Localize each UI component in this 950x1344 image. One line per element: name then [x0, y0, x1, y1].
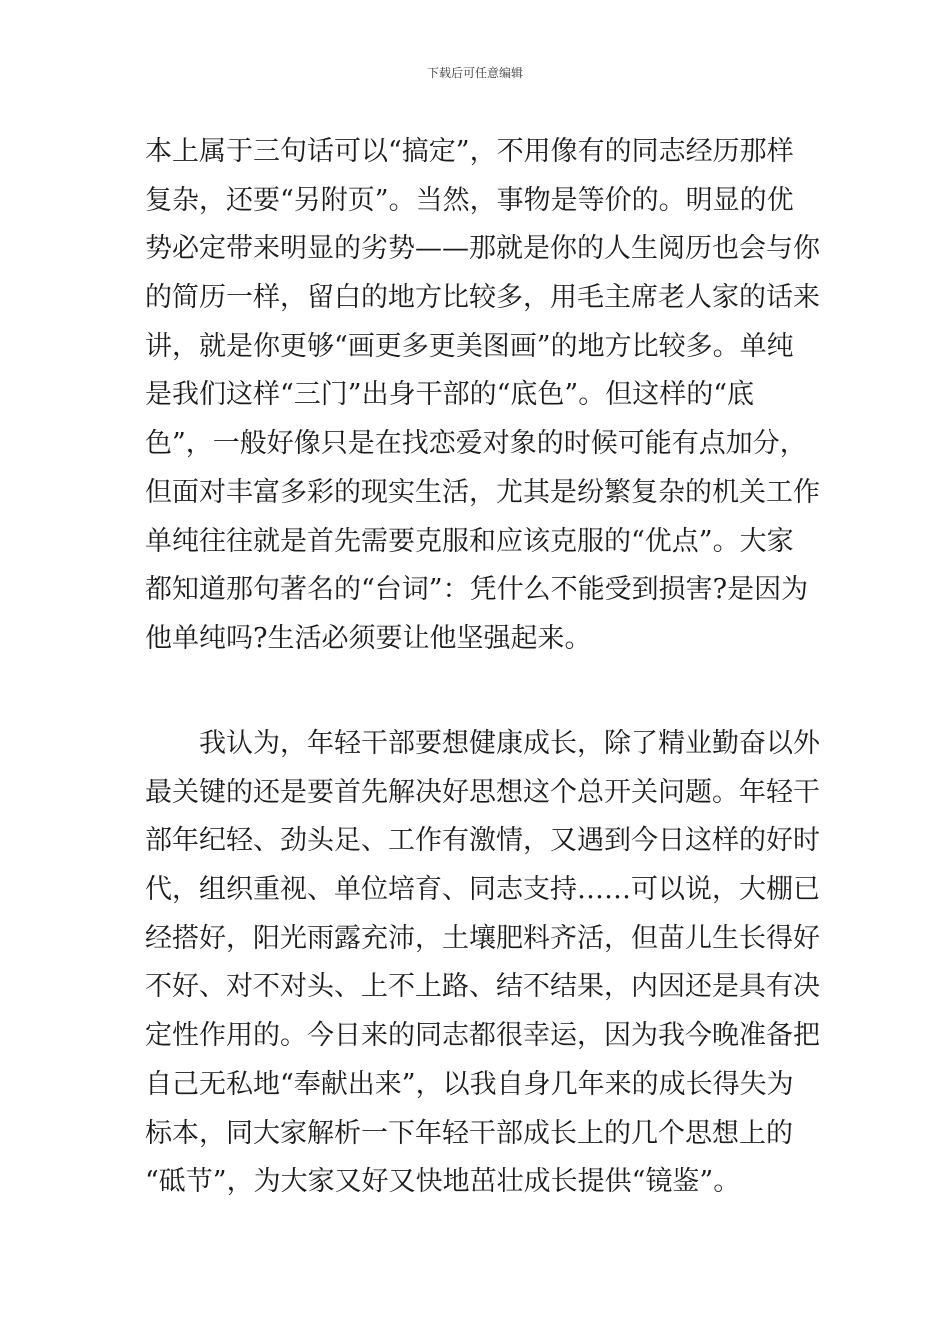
text-line: 色”，一般好像只是在找恋爱对象的时候可能有点加分， — [145, 428, 807, 460]
paragraph-1 — [145, 128, 820, 664]
text-line: 复杂，还要“另附页”。当然，事物是等价的。明显的优 — [145, 184, 794, 216]
text-line: 的简历一样，留白的地方比较多，用毛主席老人家的话来 — [145, 282, 820, 314]
text-line: 自己无私地“奉献出来”，以我自身几年来的成长得失为 — [145, 1068, 794, 1100]
text-line: 但面对丰富多彩的现实生活，尤其是纷繁复杂的机关工作 — [145, 476, 820, 508]
text-line: “砥节”，为大家又好又快地茁壮成长提供“镜鉴”。 — [145, 1166, 741, 1198]
text-line: 讲，就是你更够“画更多更美图画”的地方比较多。单纯 — [145, 330, 794, 362]
text-line: 经搭好，阳光雨露充沛，土壤肥料齐活，但苗儿生长得好 — [145, 922, 820, 954]
text-line: 最关键的还是要首先解决好思想这个总开关问题。年轻干 — [145, 776, 820, 808]
text-line: 他单纯吗?生活必须要让他坚强起来。 — [145, 622, 592, 654]
text-line: 部年纪轻、劲头足、工作有激情，又遇到今日这样的好时 — [145, 825, 820, 857]
text-line: 不好、对不对头、上不上路、结不结果，内因还是具有决 — [145, 971, 820, 1003]
text-line: 定性作用的。今日来的同志都很幸运，因为我今晚准备把 — [145, 1020, 820, 1052]
paragraph-2 — [145, 720, 820, 1207]
text-line: 单纯往往就是首先需要克服和应该克服的“优点”。大家 — [145, 525, 794, 557]
text-line: 代，组织重视、单位培育、同志支持……可以说，大棚已 — [145, 874, 820, 906]
text-line: 是我们这样“三门”出身干部的“底色”。但这样的“底 — [145, 379, 755, 411]
text-line-first: 我认为，年轻干部要想健康成长，除了精业勤奋以外 — [199, 728, 820, 759]
text-line: 都知道那句著名的“台词”：凭什么不能受到损害?是因为 — [145, 574, 809, 606]
text-line: 势必定带来明显的劣势——那就是你的人生阅历也会与你 — [145, 233, 820, 265]
page-header: 下载后可任意编辑 — [426, 66, 523, 80]
text-line: 本上属于三句话可以“搞定”，不用像有的同志经历那样 — [145, 136, 794, 167]
text-line: 标本，同大家解析一下年轻干部成长上的几个思想上的 — [145, 1117, 793, 1149]
